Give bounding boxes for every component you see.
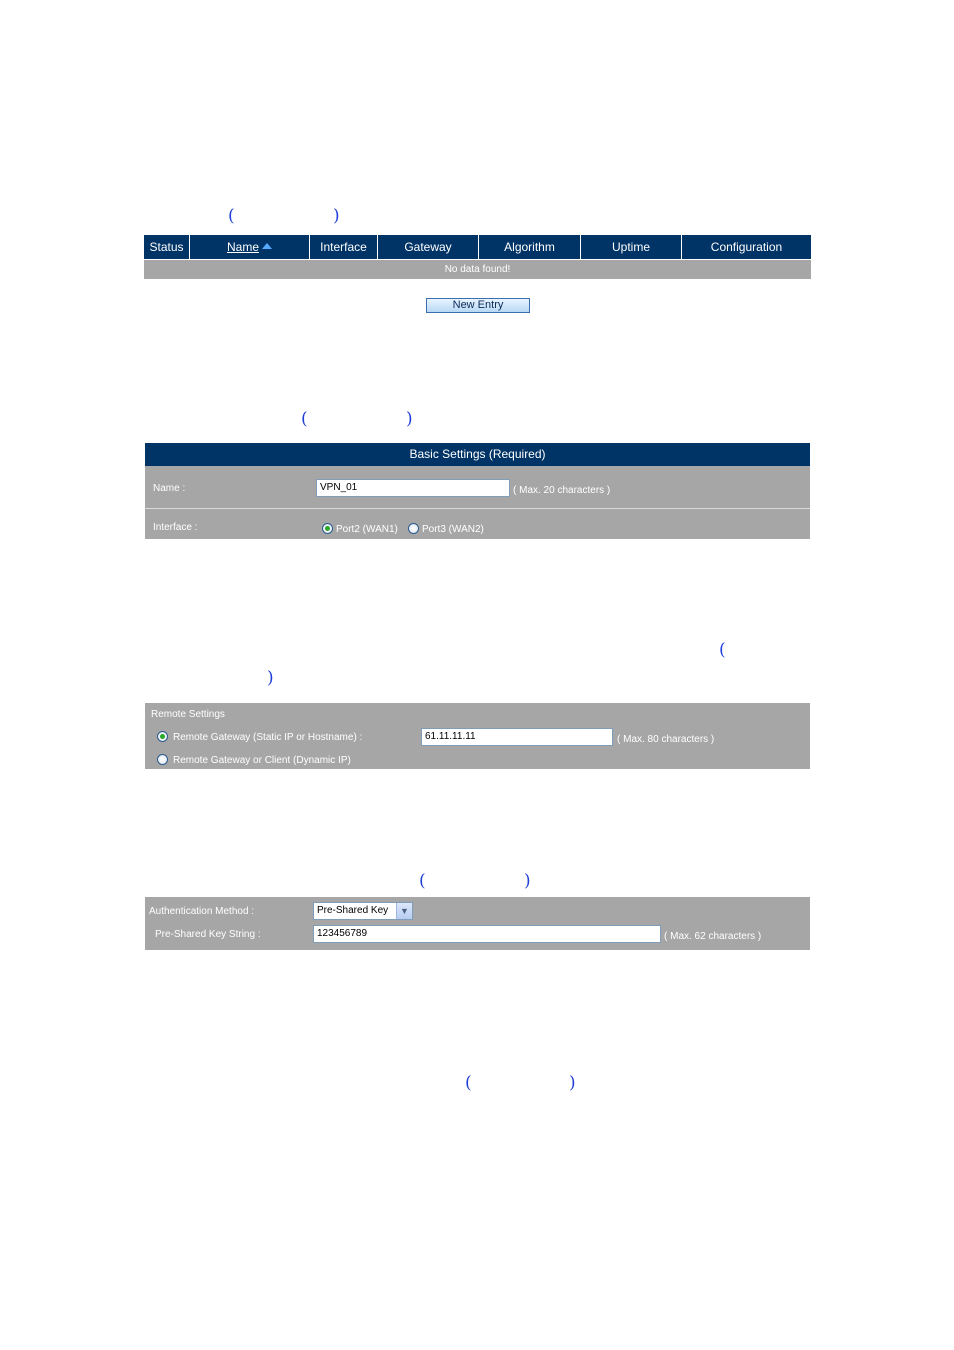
paren-close: ) bbox=[569, 1073, 576, 1093]
radio-dynamic-gateway[interactable] bbox=[157, 754, 168, 765]
auth-method-value: Pre-Shared Key bbox=[317, 905, 389, 916]
remote-gateway-input[interactable]: 61.11.11.11 bbox=[421, 728, 613, 746]
port2-label: Port2 (WAN1) bbox=[336, 524, 398, 535]
auth-method-label: Authentication Method : bbox=[149, 906, 255, 917]
sort-ascending-icon bbox=[262, 243, 272, 249]
paren-close: ) bbox=[406, 409, 413, 429]
paren-close: ) bbox=[267, 668, 274, 688]
psk-label: Pre-Shared Key String : bbox=[155, 929, 261, 940]
auth-method-select[interactable] bbox=[313, 902, 413, 920]
port3-label: Port3 (WAN2) bbox=[422, 524, 484, 535]
paren-open: ( bbox=[419, 871, 426, 891]
column-uptime[interactable]: Uptime bbox=[581, 235, 682, 259]
radio-port3[interactable] bbox=[408, 523, 419, 534]
remote-settings-title: Remote Settings bbox=[151, 709, 225, 720]
empty-table-message: No data found! bbox=[144, 260, 811, 279]
name-hint: ( Max. 20 characters ) bbox=[513, 485, 611, 496]
column-name-label: Name bbox=[226, 240, 259, 254]
remote-gateway-hint: ( Max. 80 characters ) bbox=[617, 734, 715, 745]
static-gateway-label: Remote Gateway (Static IP or Hostname) : bbox=[173, 732, 363, 743]
paren-open: ( bbox=[228, 206, 235, 226]
name-label: Name : bbox=[153, 483, 186, 494]
column-status[interactable]: Status bbox=[144, 235, 190, 259]
new-entry-button[interactable]: New Entry bbox=[426, 298, 530, 313]
chevron-down-icon[interactable]: ▼ bbox=[396, 903, 412, 919]
dynamic-gateway-label: Remote Gateway or Client (Dynamic IP) bbox=[173, 755, 351, 766]
divider bbox=[145, 508, 810, 509]
column-algorithm[interactable]: Algorithm bbox=[479, 235, 581, 259]
column-interface[interactable]: Interface bbox=[310, 235, 378, 259]
column-configuration[interactable]: Configuration bbox=[710, 240, 783, 254]
paren-open: ( bbox=[719, 640, 726, 660]
tunnel-table-header bbox=[144, 235, 811, 259]
interface-label: Interface : bbox=[153, 522, 198, 533]
radio-static-gateway[interactable] bbox=[157, 731, 168, 742]
psk-input[interactable]: 123456789 bbox=[313, 925, 661, 943]
paren-open: ( bbox=[301, 409, 308, 429]
paren-close: ) bbox=[333, 206, 340, 226]
radio-port2[interactable] bbox=[322, 523, 333, 534]
basic-settings-title: Basic Settings (Required) bbox=[145, 443, 810, 466]
column-name[interactable] bbox=[190, 235, 310, 259]
column-gateway[interactable]: Gateway bbox=[378, 235, 479, 259]
name-input[interactable]: VPN_01 bbox=[316, 479, 510, 497]
paren-open: ( bbox=[465, 1073, 472, 1093]
psk-hint: ( Max. 62 characters ) bbox=[664, 931, 762, 942]
paren-close: ) bbox=[524, 871, 531, 891]
